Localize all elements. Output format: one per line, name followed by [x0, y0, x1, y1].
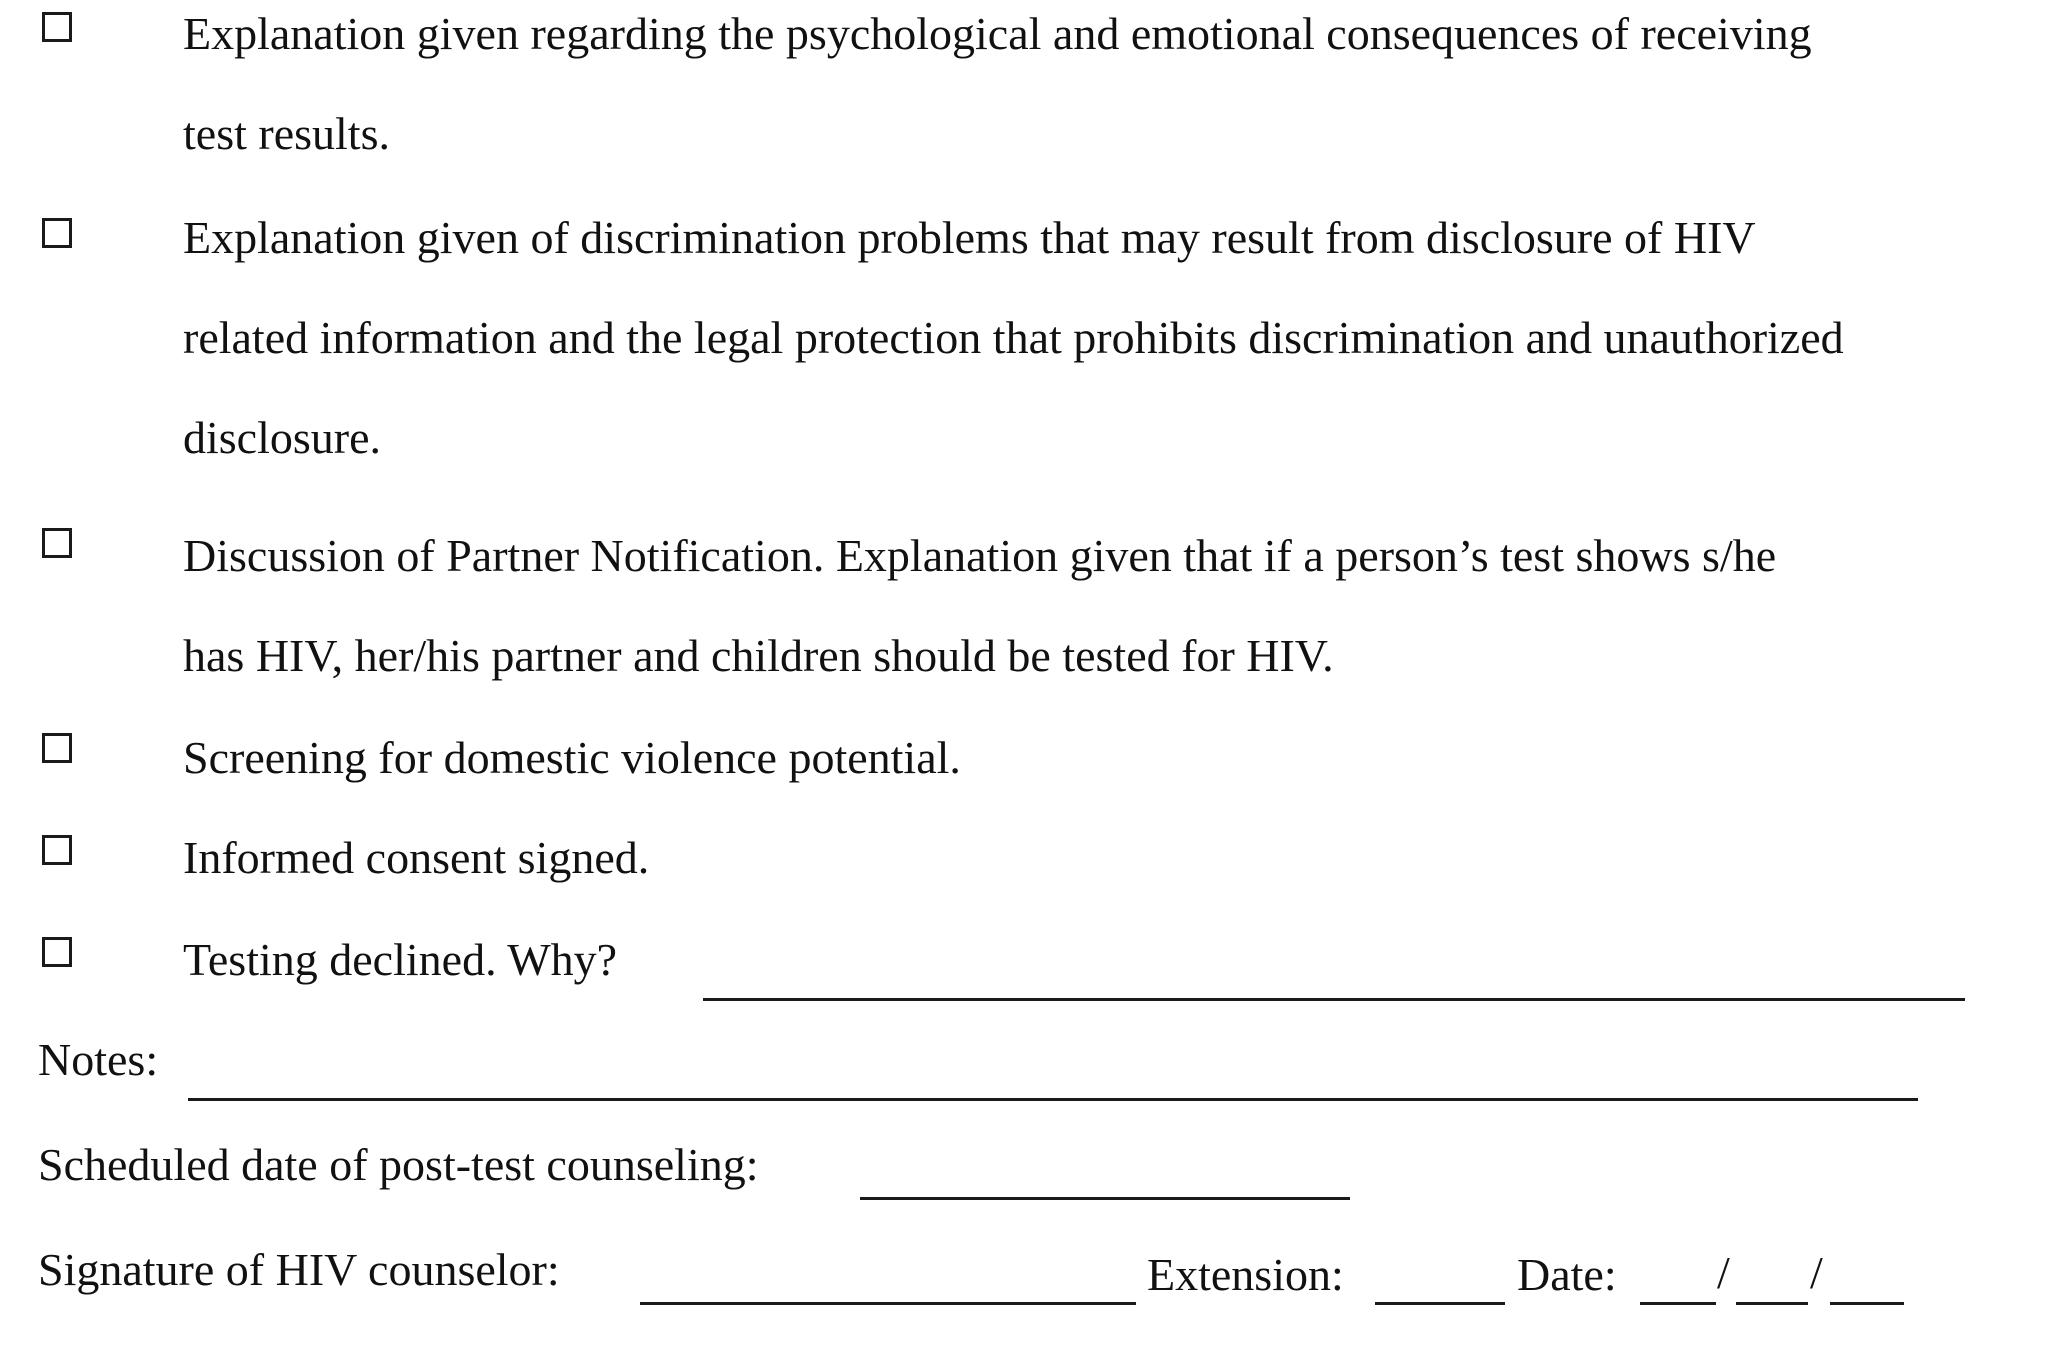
checkbox-partner-notification[interactable] [42, 528, 72, 558]
item-text-line: disclosure. [183, 412, 382, 463]
item-informed-consent [183, 808, 2048, 908]
item-text-line: Explanation given of discrimination problems that may result from disclosure of HIV [183, 212, 1756, 263]
item-text-line: related information and the legal protection that prohibits discrimination and unauthorized [183, 312, 1844, 363]
notes-field[interactable] [188, 1098, 1918, 1101]
date-label: Date: [1517, 1249, 1617, 1300]
checkbox-psychological-consequences[interactable] [42, 12, 72, 42]
item-text-line: Testing declined. Why? [183, 934, 618, 985]
date-month-field[interactable] [1640, 1302, 1716, 1305]
post-test-counseling-date-field[interactable] [860, 1197, 1350, 1200]
item-text-line: Screening for domestic violence potential. [183, 732, 961, 783]
counselor-signature-field[interactable] [640, 1302, 1136, 1305]
item-psychological-consequences [183, 0, 2048, 184]
item-discrimination-problems [183, 188, 2048, 488]
date-day-field[interactable] [1736, 1302, 1808, 1305]
counselor-signature-label: Signature of HIV counselor: [38, 1244, 560, 1295]
item-text-line: Explanation given regarding the psychological and emotional consequences of receiving [183, 8, 1812, 59]
date-separator: / [1717, 1247, 1730, 1298]
checkbox-testing-declined[interactable] [42, 937, 72, 967]
post-test-counseling-label: Scheduled date of post-test counseling: [38, 1139, 759, 1190]
item-text-line: Discussion of Partner Notification. Explanation given that if a person’s test shows s/he [183, 530, 1777, 581]
checkbox-discrimination-problems[interactable] [42, 218, 72, 248]
item-text-line: has HIV, her/his partner and children should be tested for HIV. [183, 630, 1334, 681]
checkbox-domestic-violence-screening[interactable] [42, 733, 72, 763]
date-year-field[interactable] [1830, 1302, 1904, 1305]
item-testing-declined [183, 910, 617, 1010]
extension-label: Extension: [1147, 1249, 1344, 1300]
testing-declined-reason-field[interactable] [703, 998, 1965, 1001]
item-domestic-violence-screening [183, 708, 2048, 808]
item-partner-notification [183, 506, 2048, 706]
checkbox-informed-consent[interactable] [42, 835, 72, 865]
item-text-line: Informed consent signed. [183, 832, 650, 883]
notes-label: Notes: [38, 1034, 159, 1085]
extension-field[interactable] [1375, 1302, 1505, 1305]
date-separator: / [1810, 1247, 1823, 1298]
item-text-line: test results. [183, 108, 390, 159]
